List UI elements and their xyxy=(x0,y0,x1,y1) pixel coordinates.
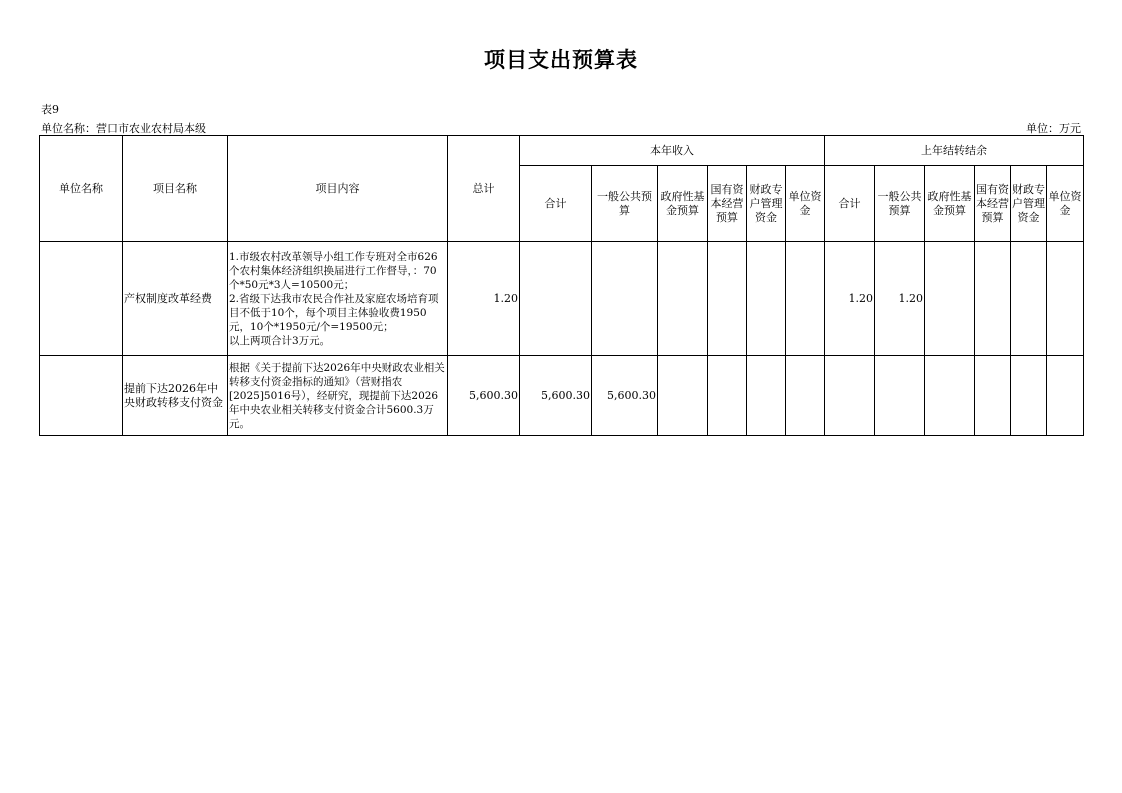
row-current-fund-budget xyxy=(658,242,708,356)
row-prior-fund-budget xyxy=(925,242,975,356)
row-prior-unit-funds xyxy=(1047,242,1084,356)
header-project-content: 项目内容 xyxy=(228,136,448,242)
header-prior-unit-funds: 单位资金 xyxy=(1047,166,1084,242)
row-prior-state-capital xyxy=(975,356,1011,436)
row-prior-unit-funds xyxy=(1047,356,1084,436)
header-prior-subtotal: 合计 xyxy=(825,166,875,242)
row-prior-special-account xyxy=(1011,356,1047,436)
content-line: 以上两项合计3万元。 xyxy=(229,334,331,347)
row-current-state-capital xyxy=(708,242,747,356)
table-number: 表9 xyxy=(41,103,59,116)
table-row xyxy=(40,356,1084,436)
row-prior-special-account xyxy=(1011,242,1047,356)
header-unit-name: 单位名称 xyxy=(40,136,123,242)
row-project-content xyxy=(228,242,448,356)
header-prior-state-capital: 国有资本经营预算 xyxy=(975,166,1011,242)
row-current-state-capital xyxy=(708,356,747,436)
row-prior-subtotal xyxy=(825,356,875,436)
table-row xyxy=(40,242,1084,356)
row-prior-fund-budget xyxy=(925,356,975,436)
header-project-name: 项目名称 xyxy=(123,136,228,242)
page-title: 项目支出预算表 xyxy=(484,48,638,72)
header-prior-special-account: 财政专户管理资金 xyxy=(1011,166,1047,242)
unit-name-label: 单位名称：营口市农业农村局本级 xyxy=(41,122,206,135)
row-project-name: 提前下达2026年中央财政转移支付资金 xyxy=(123,356,228,436)
header-current-state-capital: 国有资本经营预算 xyxy=(708,166,747,242)
row-current-subtotal xyxy=(520,242,592,356)
currency-unit-label: 单位：万元 xyxy=(1026,122,1081,135)
row-total: 1.20 xyxy=(448,242,520,356)
header-current-special-account: 财政专户管理资金 xyxy=(747,166,786,242)
row-unit-name xyxy=(40,356,123,436)
content-line: 2.省级下达我市农民合作社及家庭农场培育项目不低于10个，每个项目主体验收费1950元，10个*1950元/个=19500元； xyxy=(229,292,439,333)
row-unit-name xyxy=(40,242,123,356)
project-expenditure-table xyxy=(39,135,1084,436)
row-prior-state-capital xyxy=(975,242,1011,356)
row-current-subtotal: 5,600.30 xyxy=(520,356,592,436)
row-current-special-account xyxy=(747,242,786,356)
row-current-fund-budget xyxy=(658,356,708,436)
header-current-unit-funds: 单位资金 xyxy=(786,166,825,242)
content-line: 1.市级农村改革领导小组工作专班对全市626个农村集体经济组织换届进行工作督导，：70个*50元*3人=10500元； xyxy=(229,250,438,291)
header-current-subtotal: 合计 xyxy=(520,166,592,242)
row-project-name: 产权制度改革经费 xyxy=(123,242,228,356)
content-line: 根据《关于提前下达2026年中央财政农业相关转移支付资金指标的通知》（营财指农[2025]5016号），经研究，现提前下达2026年中央农业相关转移支付资金合计5600.3万元。 xyxy=(229,361,445,430)
header-total: 总计 xyxy=(448,136,520,242)
header-current-income: 本年收入 xyxy=(520,136,825,166)
row-current-unit-funds xyxy=(786,356,825,436)
header-current-fund-budget: 政府性基金预算 xyxy=(658,166,708,242)
header-prior-fund-budget: 政府性基金预算 xyxy=(925,166,975,242)
row-current-unit-funds xyxy=(786,242,825,356)
row-total: 5,600.30 xyxy=(448,356,520,436)
row-prior-general-budget: 1.20 xyxy=(875,242,925,356)
row-current-special-account xyxy=(747,356,786,436)
row-prior-general-budget xyxy=(875,356,925,436)
row-project-content xyxy=(228,356,448,436)
row-current-general-budget: 5,600.30 xyxy=(592,356,658,436)
row-current-general-budget xyxy=(592,242,658,356)
header-prior-balance: 上年结转结余 xyxy=(825,136,1084,166)
header-current-general-budget: 一般公共预算 xyxy=(592,166,658,242)
header-prior-general-budget: 一般公共预算 xyxy=(875,166,925,242)
row-prior-subtotal: 1.20 xyxy=(825,242,875,356)
